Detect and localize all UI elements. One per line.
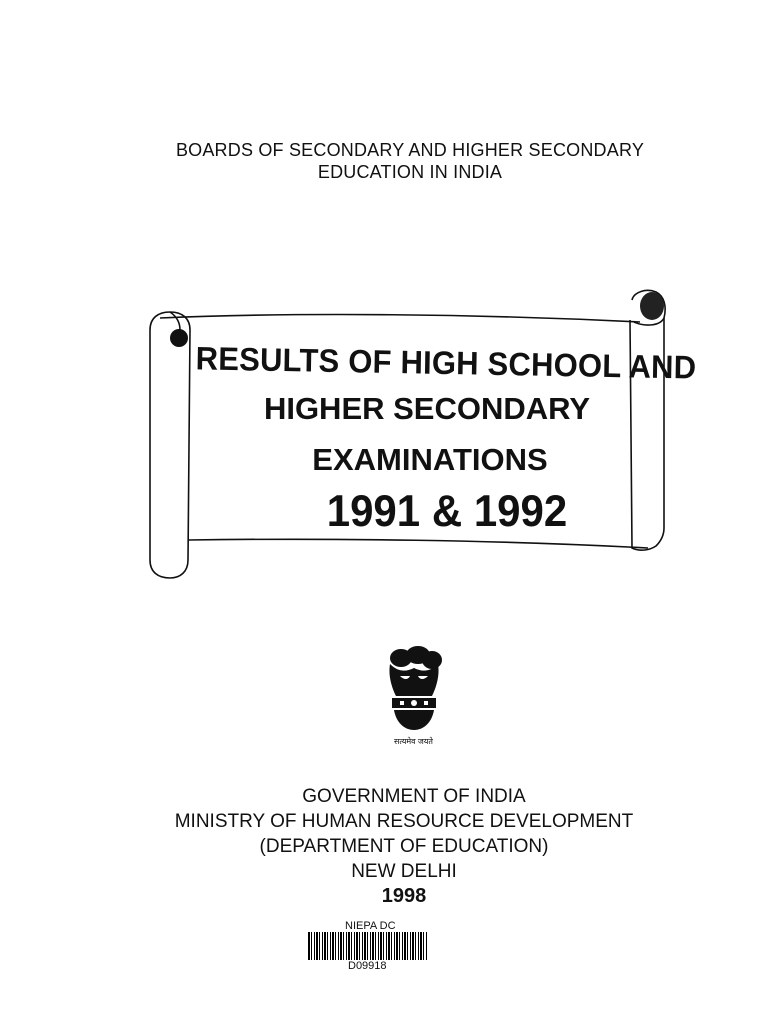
banner-title-line-3: EXAMINATIONS xyxy=(312,442,548,477)
footer-city: NEW DELHI xyxy=(351,861,457,882)
banner-title-line-2: HIGHER SECONDARY xyxy=(263,391,591,426)
emblem-motto: सत्यमेव जयते xyxy=(394,737,433,746)
header-line-1: BOARDS OF SECONDARY AND HIGHER SECONDARY xyxy=(175,140,645,160)
footer-ministry: MINISTRY OF HUMAN RESOURCE DEVELOPMENT xyxy=(174,811,634,832)
scroll-knot-left xyxy=(170,329,188,347)
footer-department: (DEPARTMENT OF EDUCATION) xyxy=(259,836,549,857)
banner-years: 1991 & 1992 xyxy=(326,486,568,536)
barcode xyxy=(308,932,428,960)
footer-government: GOVERNMENT OF INDIA xyxy=(302,786,526,807)
state-emblem-icon xyxy=(378,646,450,736)
scroll-knot-right xyxy=(640,292,664,320)
library-stamp-label: NIEPA DC xyxy=(345,920,396,932)
banner-title-line-1: RESULTS OF HIGH SCHOOL AND xyxy=(195,340,697,386)
footer-year: 1998 xyxy=(381,885,427,907)
barcode-id: D09918 xyxy=(348,960,387,972)
header-line-2: EDUCATION IN INDIA xyxy=(317,162,503,182)
